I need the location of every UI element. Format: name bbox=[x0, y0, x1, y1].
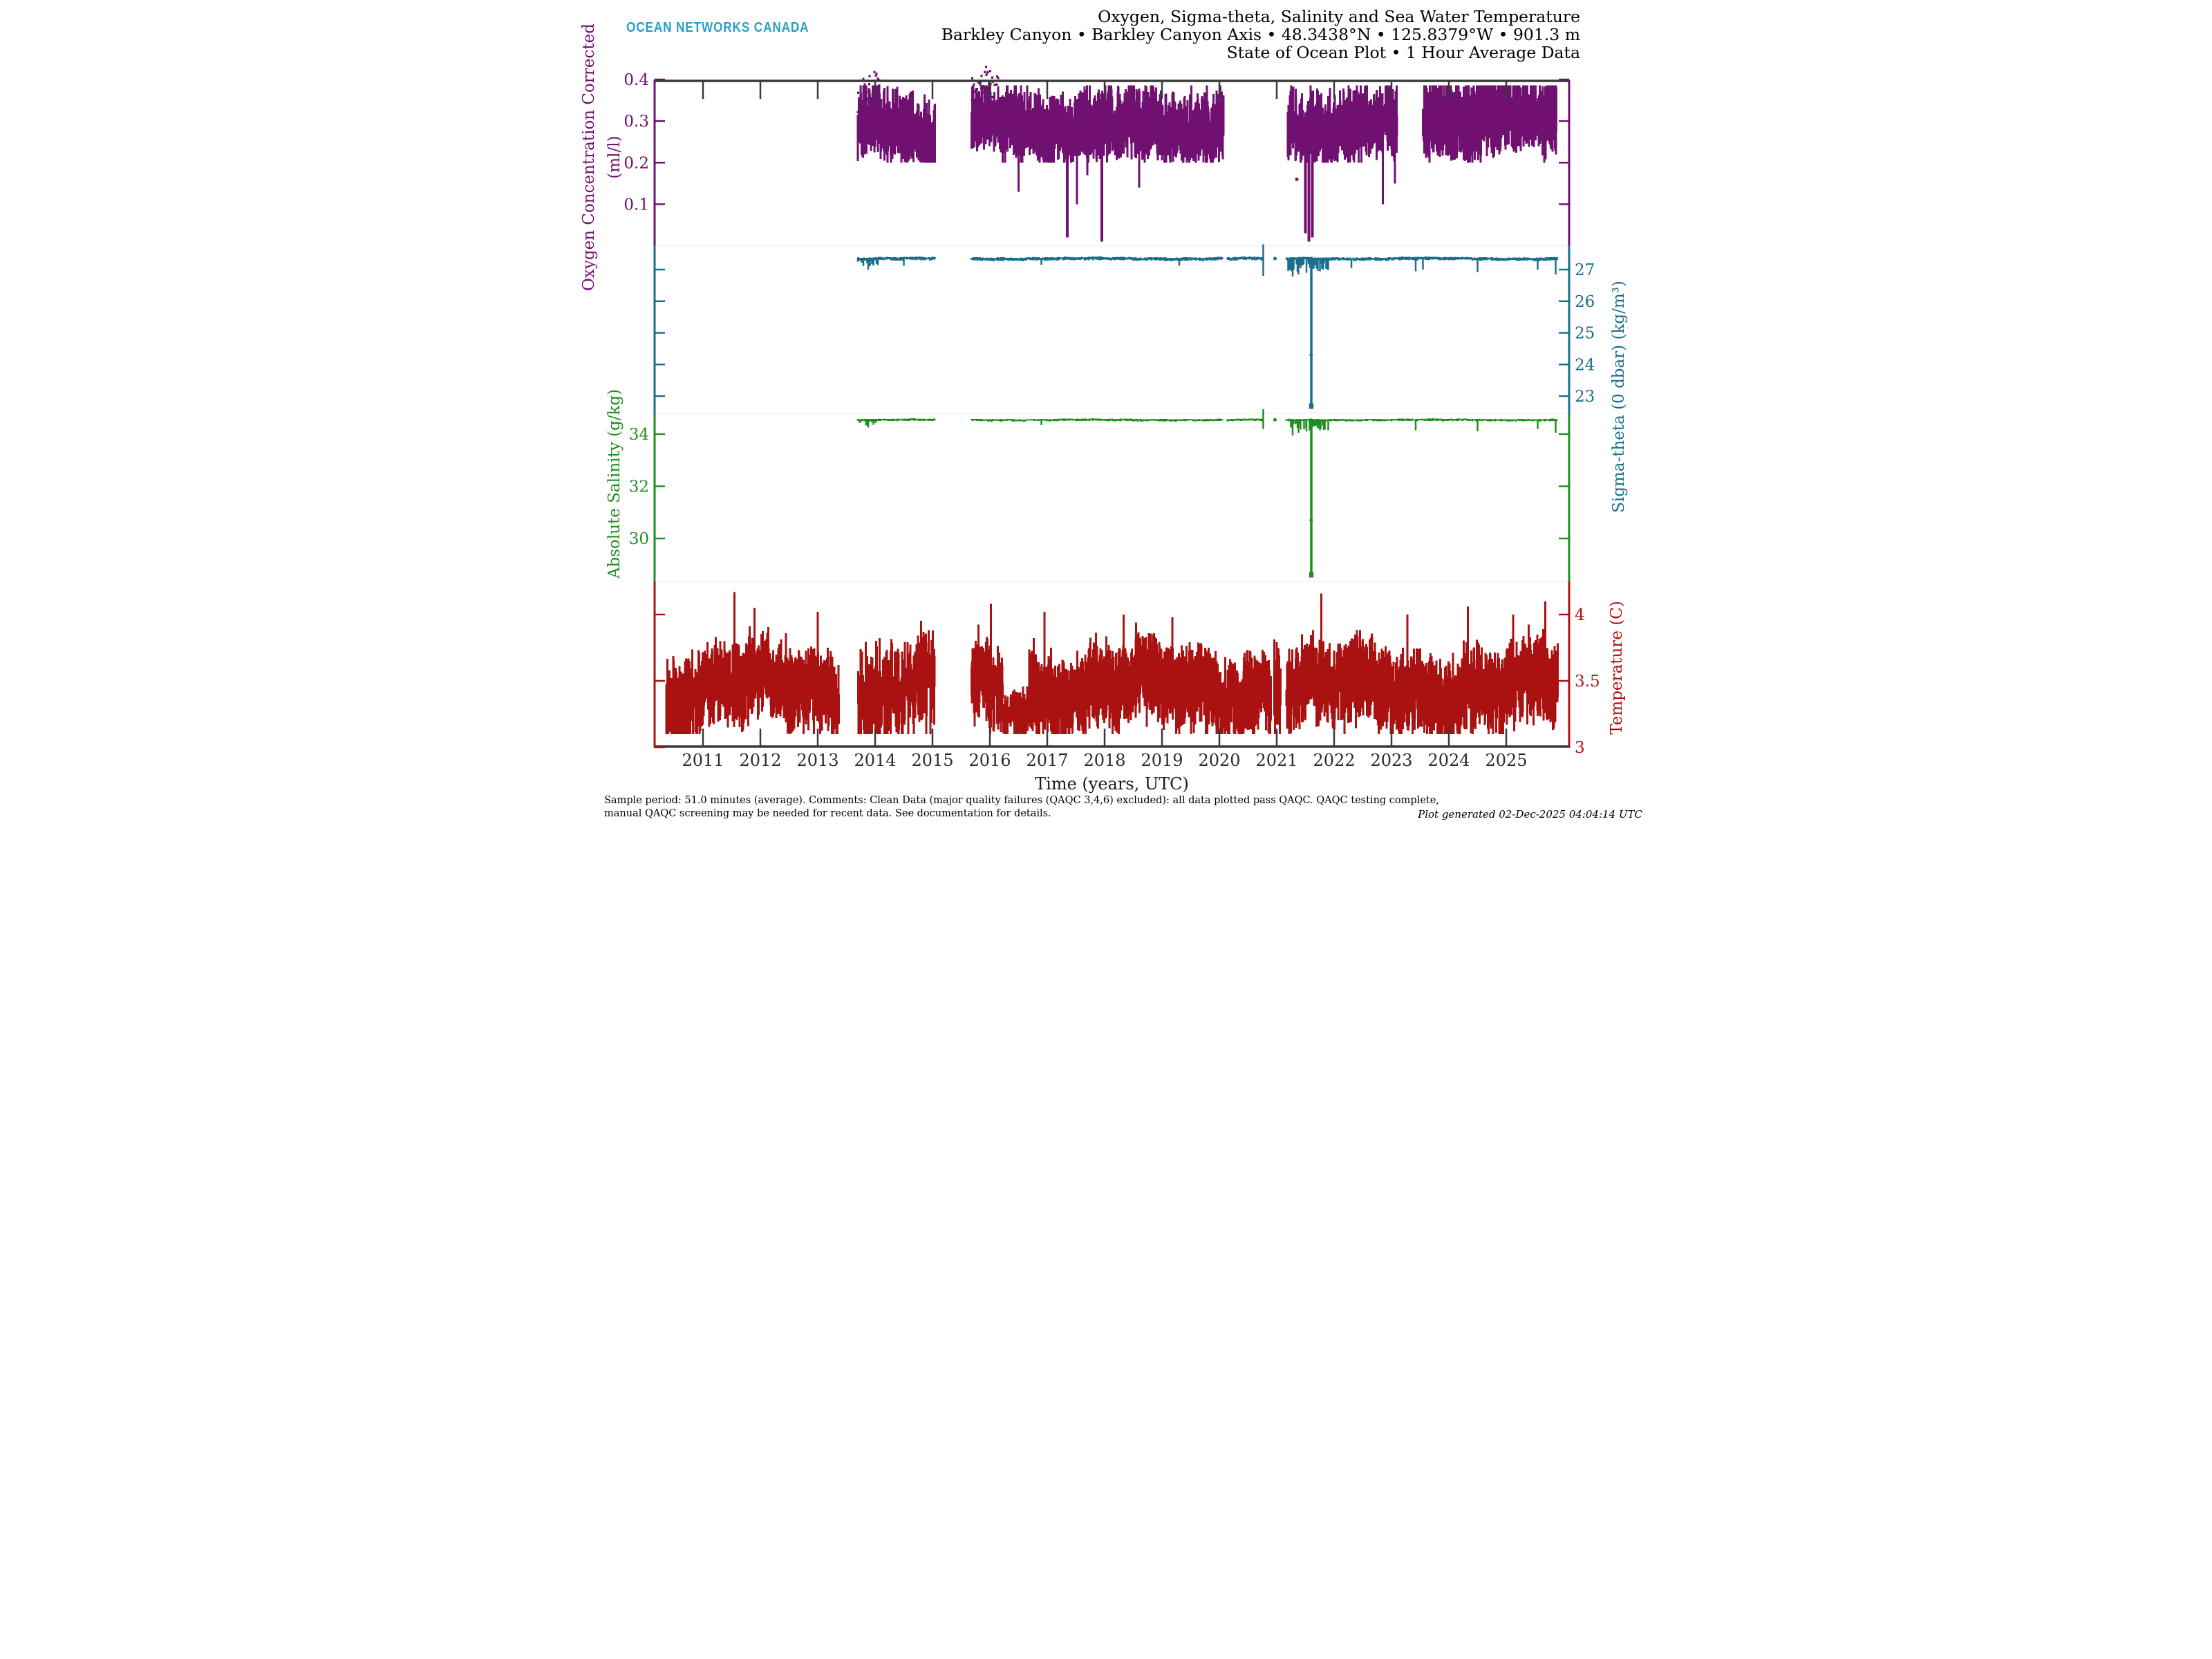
oxygen-axis-units: (ml/l) bbox=[606, 135, 624, 179]
x-tick-label: 2011 bbox=[682, 751, 724, 770]
absolute_salinity-isolated-point bbox=[1273, 418, 1277, 422]
x-tick-label: 2014 bbox=[854, 751, 897, 770]
oxygen-series bbox=[858, 66, 1557, 205]
salinity-tick-label: 34 bbox=[628, 426, 649, 444]
oxygen-tick-label: 0.4 bbox=[624, 71, 649, 89]
sigma-theta-axis-title: Sigma-theta (0 dbar) (kg/m³) bbox=[1610, 281, 1628, 513]
temperature-tick-label: 4 bbox=[1575, 606, 1585, 624]
oxygen-tick-label: 0.3 bbox=[624, 113, 649, 131]
data-series-layer bbox=[666, 66, 1558, 734]
sigma-tick-label: 23 bbox=[1575, 388, 1595, 406]
x-tick-label: 2018 bbox=[1083, 751, 1126, 770]
plot-generated-timestamp: Plot generated 02-Dec-2025 04:04:14 UTC bbox=[1418, 808, 1642, 821]
oxygen-tick-label: 0.2 bbox=[624, 154, 649, 173]
x-tick-label: 2020 bbox=[1198, 751, 1241, 770]
x-tick-label: 2017 bbox=[1026, 751, 1069, 770]
temperature-series bbox=[666, 592, 1558, 735]
x-axis-title: Time (years, UTC) bbox=[1035, 774, 1189, 794]
sigma_theta-isolated-point bbox=[1273, 256, 1277, 260]
sigma-tick-label: 26 bbox=[1575, 292, 1595, 311]
absolute_salinity-spike-dot bbox=[1309, 518, 1313, 522]
x-tick-label: 2019 bbox=[1141, 751, 1183, 770]
plot-title-line3: State of Ocean Plot • 1 Hour Average Data bbox=[1226, 43, 1580, 62]
oxygen-axis-title: Oxygen Concentration Corrected bbox=[580, 24, 598, 291]
x-tick-label: 2023 bbox=[1370, 751, 1413, 770]
x-tick-label: 2015 bbox=[911, 751, 954, 770]
x-tick-label: 2021 bbox=[1255, 751, 1298, 770]
temperature-tick-label: 3 bbox=[1575, 739, 1585, 757]
ocean-networks-canada-logo: OCEAN NETWORKS CANADA bbox=[626, 19, 809, 35]
sigma-tick-label: 24 bbox=[1575, 356, 1595, 375]
temperature-axis-title: Temperature (C) bbox=[1608, 601, 1626, 735]
temperature-tick-label: 3.5 bbox=[1575, 673, 1600, 691]
x-tick-label: 2022 bbox=[1313, 751, 1356, 770]
plot-title-line2: Barkley Canyon • Barkley Canyon Axis • 48.3438°N • 125.8379°W • 901.3 m bbox=[941, 25, 1580, 44]
page bbox=[553, 0, 1659, 830]
oxygen-isolated-point bbox=[1295, 178, 1299, 181]
oxygen-tick-label: 0.1 bbox=[624, 196, 649, 214]
sigma-tick-label: 27 bbox=[1575, 261, 1595, 279]
x-tick-label: 2013 bbox=[796, 751, 839, 770]
state-of-ocean-plot bbox=[553, 0, 1659, 830]
x-tick-label: 2016 bbox=[968, 751, 1011, 770]
footer-line2: manual QAQC screening may be needed for recent data. See documentation for details. bbox=[604, 808, 1051, 819]
x-tick-label: 2025 bbox=[1485, 751, 1528, 770]
salinity-tick-label: 30 bbox=[628, 530, 649, 548]
sigma_theta-spike-dot bbox=[1309, 353, 1313, 357]
salinity-axis-title: Absolute Salinity (g/kg) bbox=[606, 388, 624, 579]
x-tick-label: 2012 bbox=[739, 751, 782, 770]
sigma_theta-series bbox=[858, 245, 1557, 277]
footer-line1: Sample period: 51.0 minutes (average). Comments: Clean Data (major quality failures (QAQC 3,4,6) excluded): all data plotted pass QAQC. QAQC testing complete, bbox=[604, 795, 1439, 806]
sigma-tick-label: 25 bbox=[1575, 324, 1595, 343]
plot-title-line1: Oxygen, Sigma-theta, Salinity and Sea Water Temperature bbox=[1098, 7, 1580, 26]
salinity-tick-label: 32 bbox=[628, 478, 649, 496]
x-tick-label: 2024 bbox=[1427, 751, 1470, 770]
